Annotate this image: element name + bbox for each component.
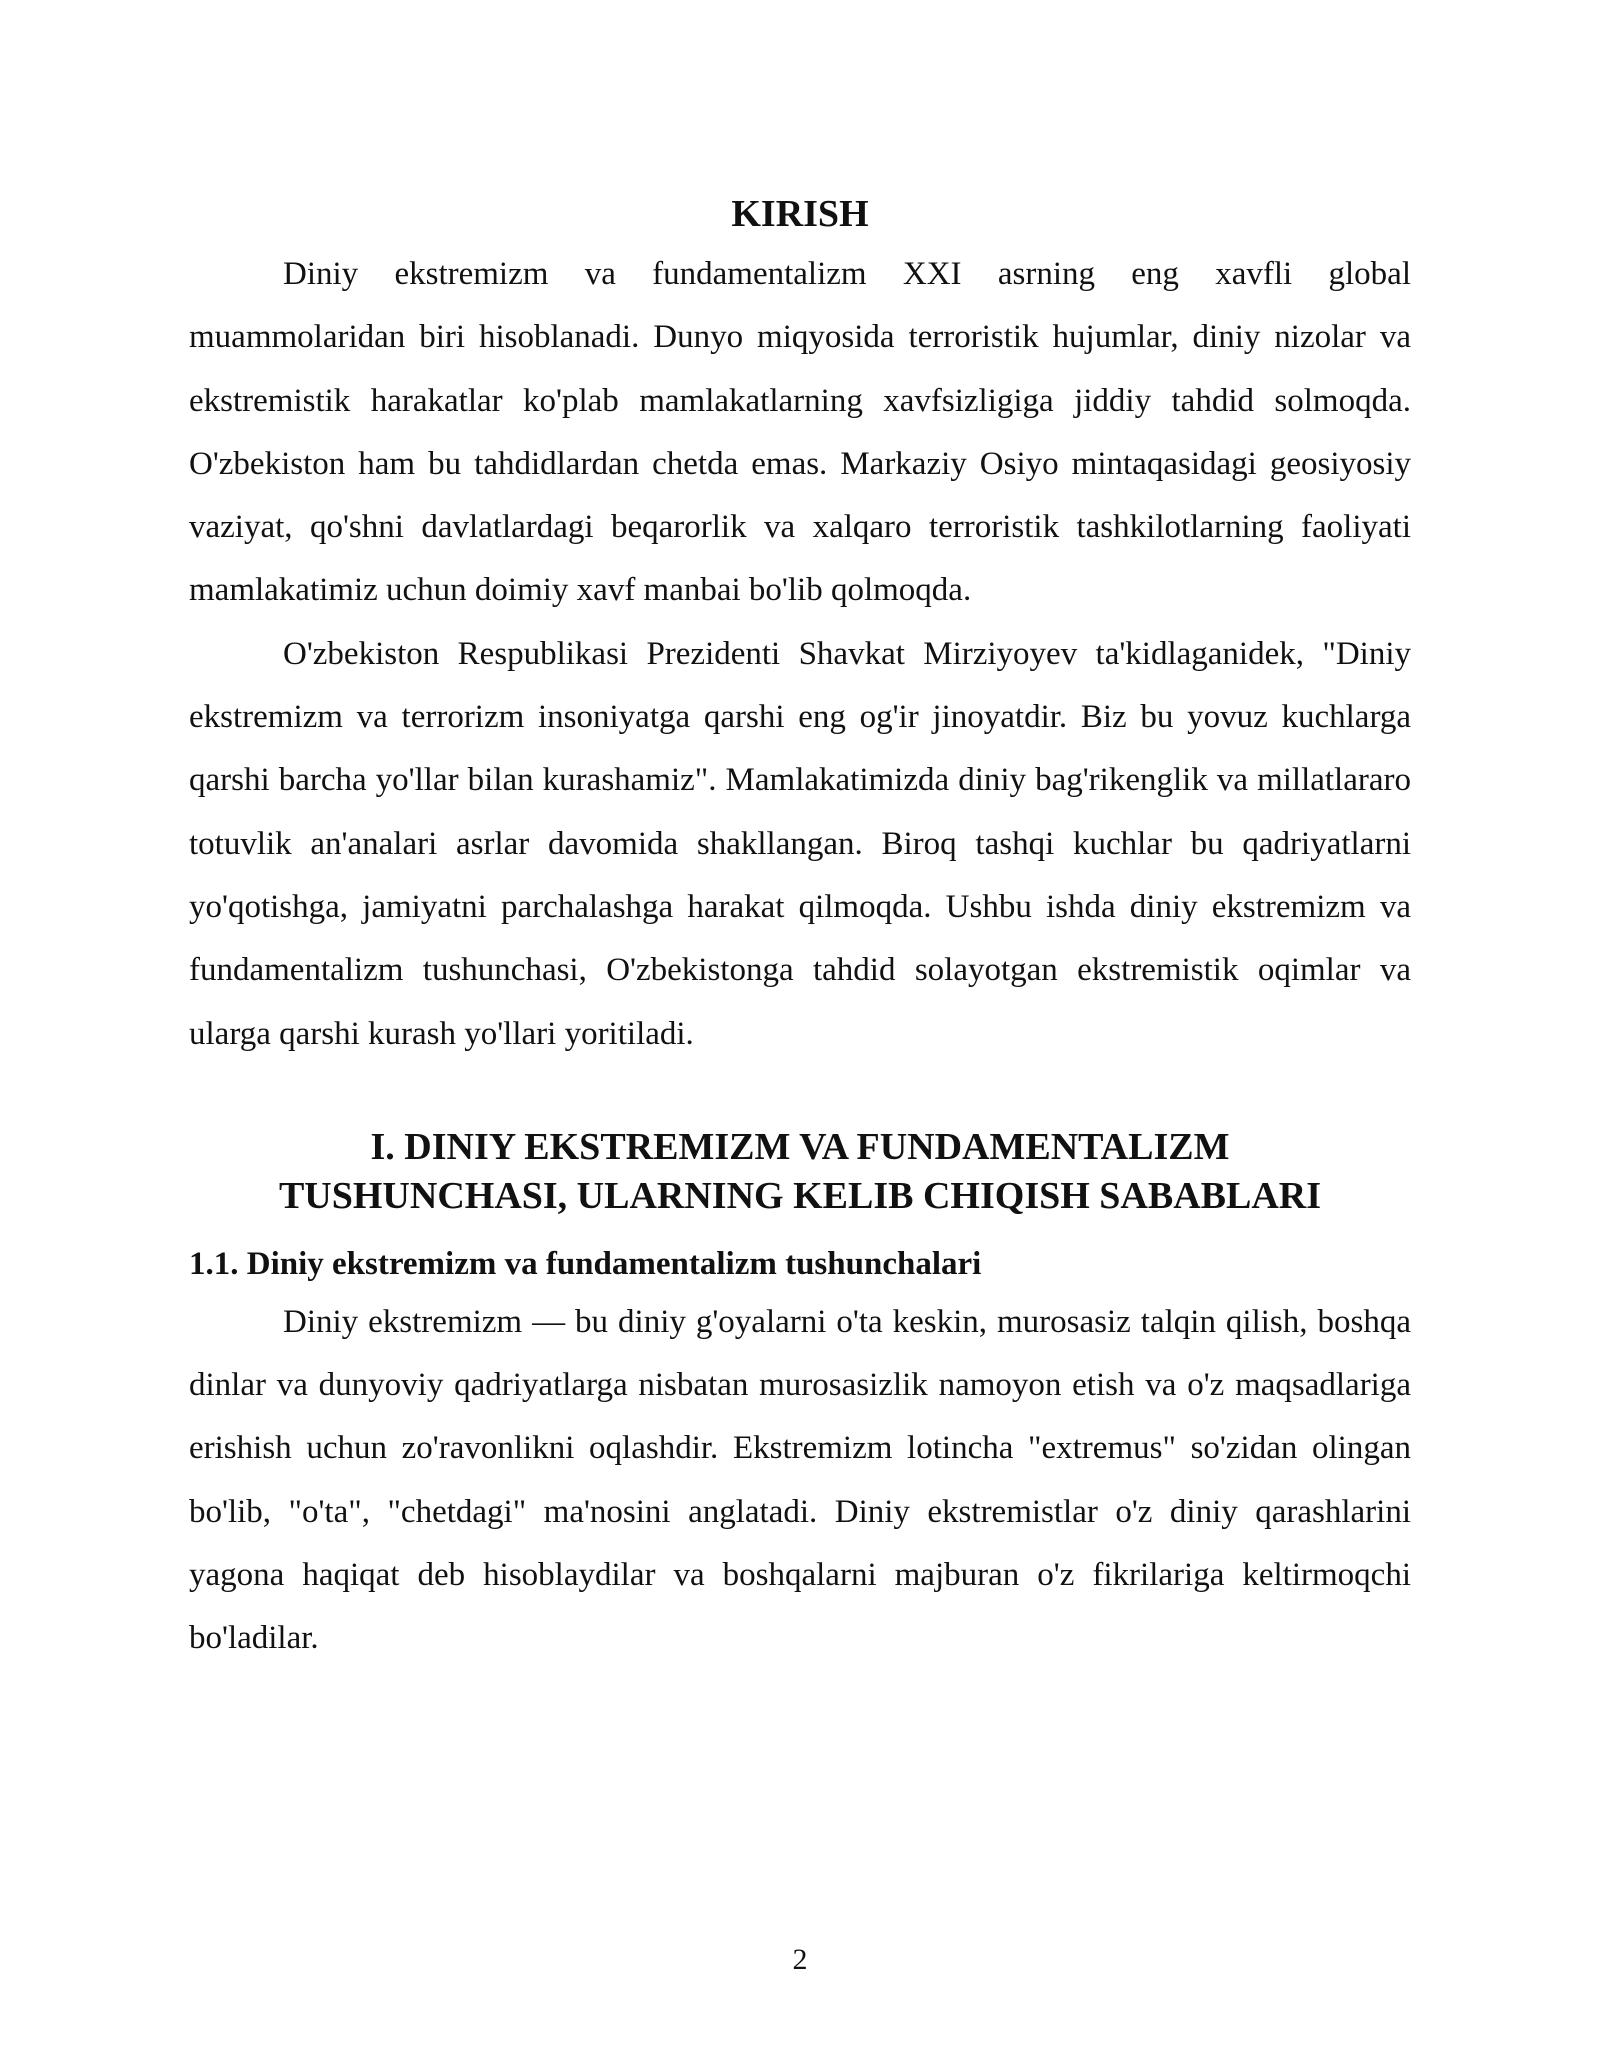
section-heading-line-1: I. DINIY EKSTREMIZM VA FUNDAMENTALIZM bbox=[370, 1125, 1230, 1168]
intro-paragraph-1: Diniy ekstremizm va fundamentalizm XXI asrning eng xavfli global muammolaridan biri hisoblanadi. Dunyo miqyosida terroristik hujumlar, diniy nizolar va ekstremistik harakatlar ko'plab mamlakatlarning xavfsizligiga jiddiy tahdid solmoqda. O'zbekiston ham bu tahdidlardan chetda emas. Markaziy Osiyo mintaqasidagi geosiyosiy vaziyat, qo'shni davlatlardagi beqarorlik va xalqaro terroristik tashkilotlarning faoliyati mamlakatimiz uchun doimiy xavf manbai bo'lib qolmoqda. bbox=[189, 256, 1411, 609]
section-heading-line-2: TUSHUNCHASI, ULARNING KELIB CHIQISH SABABLARI bbox=[278, 1174, 1322, 1217]
section-heading bbox=[189, 1123, 1411, 1221]
intro-paragraph-2: O'zbekiston Respublikasi Prezidenti Shavkat Mirziyoyev ta'kidlaganidek, "Diniy ekstremizm va terrorizm insoniyatga qarshi eng og'ir jinoyatdir. Biz bu yovuz kuchlarga qarshi barcha yo'llar bilan kurashamiz". Mamlakatimizda diniy bag'rikenglik va millatlararo totuvlik an'analari asrlar davomida shakllangan. Biroq tashqi kuchlar bu qadriyatlarni yo'qotishga, jamiyatni parchalashga harakat qilmoqda. Ushbu ishda diniy ekstremizm va fundamentalizm tushunchasi, O'zbekistonga tahdid solayotgan ekstremistik oqimlar va ularga qarshi kurash yo'llari yoritiladi. bbox=[189, 635, 1411, 1052]
subsection-heading: 1.1. Diniy ekstremizm va fundamentalizm tushunchalari bbox=[189, 1245, 982, 1282]
subsection-paragraph-1: Diniy ekstremizm — bu diniy g'oyalarni o'ta keskin, murosasiz talqin qilish, boshqa dinlar va dunyoviy qadriyatlarga nisbatan murosasizlik namoyon etish va o'z maqsadlariga erishish uchun zo'ravonlikni oqlashdir. Ekstremizm lotincha "extremus" so'zidan olingan bo'lib, "o'ta", "chetdagi" ma'nosini anglatadi. Diniy ekstremistlar o'z diniy qarashlarini yagona haqiqat deb hisoblaydilar va boshqalarni majburan o'z fikrilariga keltirmoqchi bo'ladilar. bbox=[189, 1303, 1411, 1657]
intro-heading: KIRISH bbox=[731, 193, 869, 235]
page-content bbox=[189, 185, 1411, 1671]
page-number: 2 bbox=[792, 1943, 808, 1976]
